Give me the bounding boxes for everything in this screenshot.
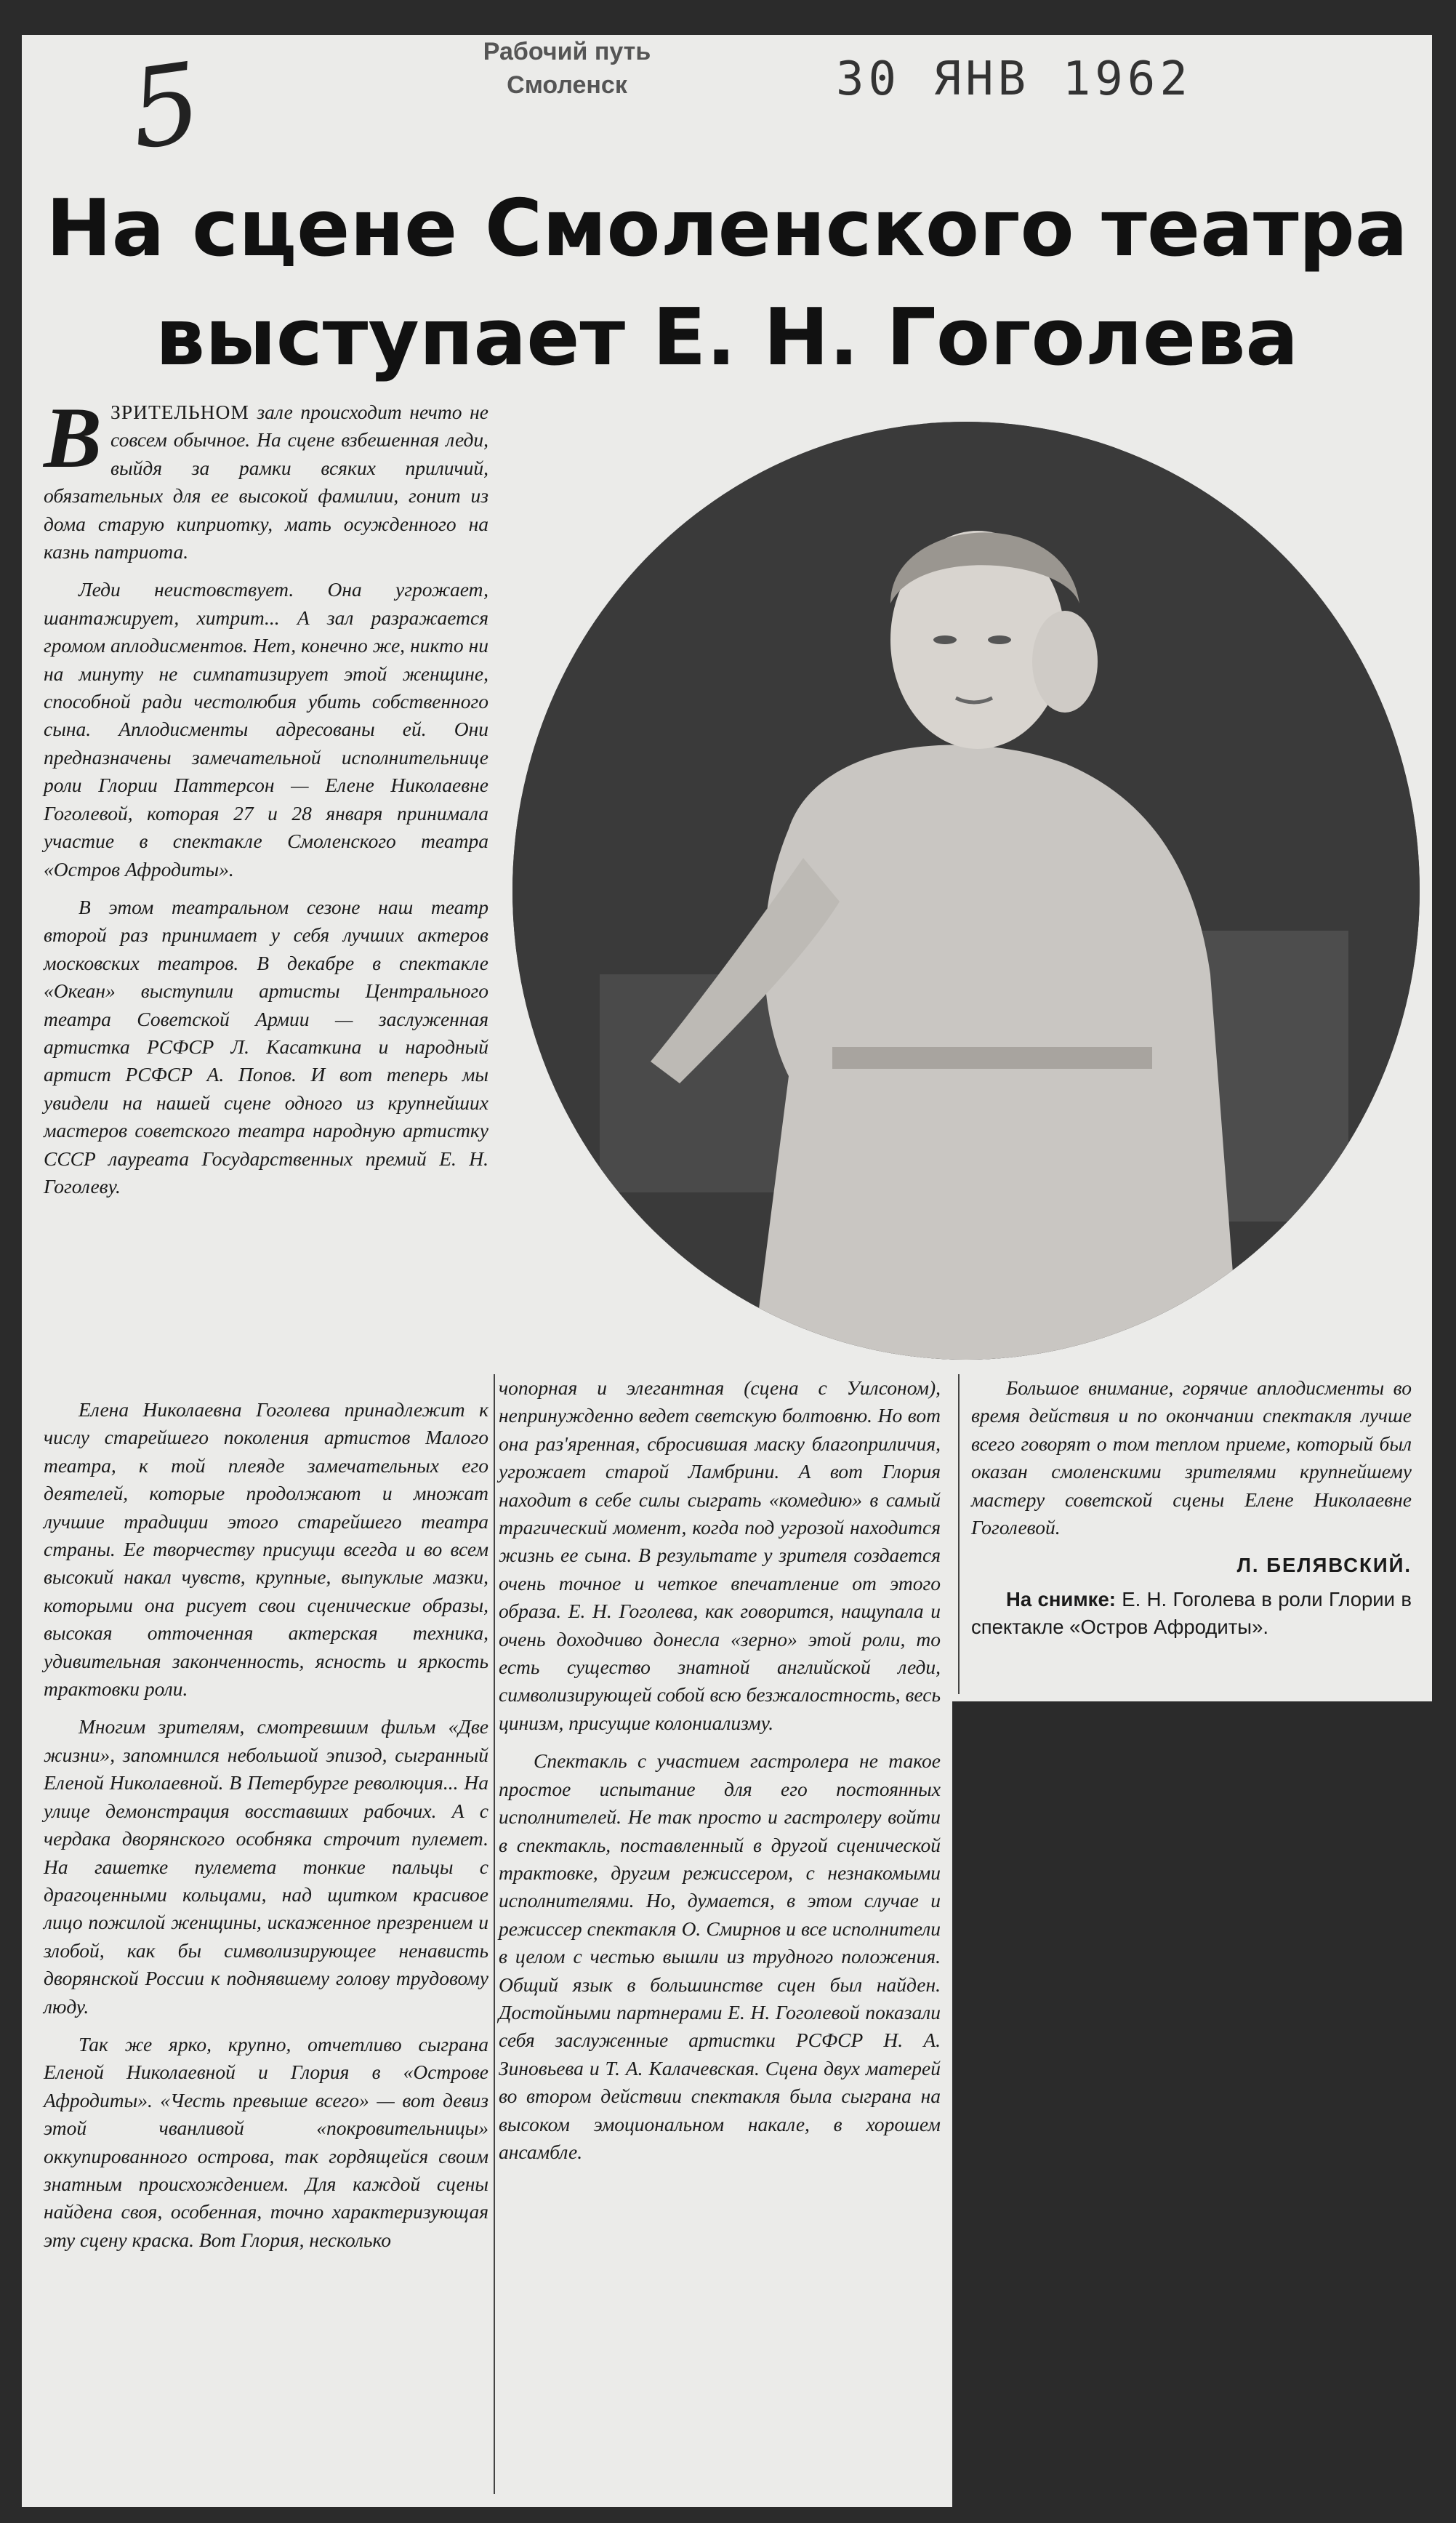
paragraph-7: чопорная и элегантная (сцена с Уилсоном), непринужденно ведет светскую болтовню. Но вот она раз'яренная, сбросившая маску благоприличия, угрожает старой Ламбрини. А вот Глория находит в себе силы сыграть «комедию» в самый трагический момент, когда под угрозой находится жизнь ее сына. В результате у зрителя создается очень точное и четкое впечатление от этого образа. Е. Н. Гоголева, как говорится, нащупала и очень доходчиво донесла «зерно» этой роли, то есть существо знатной английской леди, символизирующей собой всю безжалостность, весь цинизм, присущие колониализму. xyxy=(499,1376,941,1734)
page-background xyxy=(952,1701,1456,2523)
date-stamp: 30 ЯНВ 1962 xyxy=(836,52,1192,106)
column-left-upper xyxy=(44,389,488,1211)
column-divider-2 xyxy=(958,1374,960,1694)
caption-label: На снимке: xyxy=(1006,1587,1116,1611)
lead-text: зале происходит нечто не совсем обычное. На сцене взбешенная леди, выйдя за рамки всяких приличий, обязательных для ее высокой фамилии, гонит из дома старую киприотку, мать осужденного на казнь патриота. xyxy=(44,401,488,563)
headline-line-2: выступает Е. Н. Гоголева xyxy=(155,292,1299,383)
caption-text: Е. Н. Гоголева в роли Глории в спектакле «Остров Афродиты». xyxy=(971,1587,1412,1639)
paragraph-5: Многим зрителям, смотревшим фильм «Две жизни», запомнился небольшой эпизод, сыгранный Еленой Николаевной. В Петербурге революция... На улице демонстрация восставших рабочих. А с чердака дворянского особняка строчит пулемет. На гашетке пулемета тонкие пальцы с драгоценными кольцами, над щитком красивое лицо пожилой женщины, искаженное презрением и злобой, как бы символизирующее ненависть дворянской России к поднявшему голову трудовому люду. xyxy=(44,1715,488,2018)
handwritten-number: 5 xyxy=(122,39,209,175)
photo-caption xyxy=(971,1586,1412,1642)
paragraph-2: Леди неистовствует. Она угрожает, шантажирует, хитрит... А зал разражается громом аплодисментов. Нет, конечно же, никто ни на минуту не симпатизирует этой женщине, способной ради честолюбия убить собственного сына. Аплодисменты адресованы ей. Они предназначены замечательной исполнительнице роли Глории Паттерсон — Елене Николаевне Гоголевой, которая 27 и 28 января принимала участие в спектакле Смоленского театра «Остров Афродиты». xyxy=(44,578,488,881)
paragraph-9: Большое внимание, горячие аплодисменты во время действия и по окончании спектакля лучше всего говорят о том теплом приеме, который был оказан смоленскими зрителями крупнейшему мастеру советской сцены Елене Николаевне Гоголевой. xyxy=(971,1376,1412,1539)
column-divider-1 xyxy=(494,1374,495,2494)
drop-cap: В xyxy=(44,389,102,486)
paragraph-4: Елена Николаевна Гоголева принадлежит к числу старейшего поколения артистов Малого театра, к той плеяде замечательных его деятелей, которые продолжают и множат лучшие традиции этого старейшего театра страны. Ее творчеству присущи всегда и во всем высокий накал чувств, крупные, выпуклые мазки, которыми она рисует свои сценические образы, высокая отточенная актерская техника, удивительная законченность, ясность и яркость трактовки роли. xyxy=(44,1398,488,1701)
paragraph-6: Так же ярко, крупно, отчетливо сыграна Еленой Николаевной и Глория в «Острове Афродиты». «Честь превыше всего» — вот девиз этой чванливой «покровительницы» оккупированного острова, так гордящейся своим знатным происхождением. Для каждой сцены найдена своя, особенная, точно характеризующая эту сцену краска. Вот Глория, несколько xyxy=(44,2032,488,2251)
lead-caps: ЗРИТЕЛЬНОМ xyxy=(110,401,249,423)
author-signature: Л. БЕЛЯВСКИЙ. xyxy=(1236,1554,1412,1577)
paragraph-8: Спектакль с участием гастролера не такое простое испытание для его постоянных исполнителей. Не так просто и гастролеру войти в спектакль, поставленный в другой сценической трактовке, другим режиссером, с незнакомыми исполнителями. Но, думается, в этом случае и режиссер спектакля О. Смирнов и все исполнители в целом с честью вышли из трудного положения. Общий язык в большинстве сцен был найден. Достойными партнерами Е. Н. Гоголевой показали себя заслуженные артистки РСФСР Н. А. Зиновьева и Т. А. Калачевская. Сцена двух матерей во втором действии спектакля была сыграна на высоком эмоциональном накале, в хорошем ансамбле. xyxy=(499,1749,941,2163)
headline-line-1: На сцене Смоленского театра xyxy=(46,183,1408,274)
source-stamp xyxy=(451,35,683,102)
column-left-lower xyxy=(44,1396,488,2264)
source-title: Рабочий путь xyxy=(483,38,651,65)
column-right xyxy=(971,1374,1412,1652)
column-middle xyxy=(499,1374,941,2176)
paragraph-lead xyxy=(44,389,488,566)
source-city: Смоленск xyxy=(507,71,627,99)
portrait-illustration xyxy=(512,422,1420,1360)
paragraph-3: В этом театральном сезоне наш театр второй раз принимает у себя лучших актеров московских театров. В декабре в спектакле «Океан» выступили артисты Центрального театра Советской Армии — заслуженная артистка РСФСР Л. Касаткина и народный артист РСФСР А. Попов. И вот теперь мы увидели на нашей сцене одного из крупнейших мастеров советского театра народную артистку СССР лауреата Государственных премий Е. Н. Гоголеву. xyxy=(44,895,488,1198)
portrait-photo xyxy=(512,422,1420,1360)
headline xyxy=(44,175,1410,393)
